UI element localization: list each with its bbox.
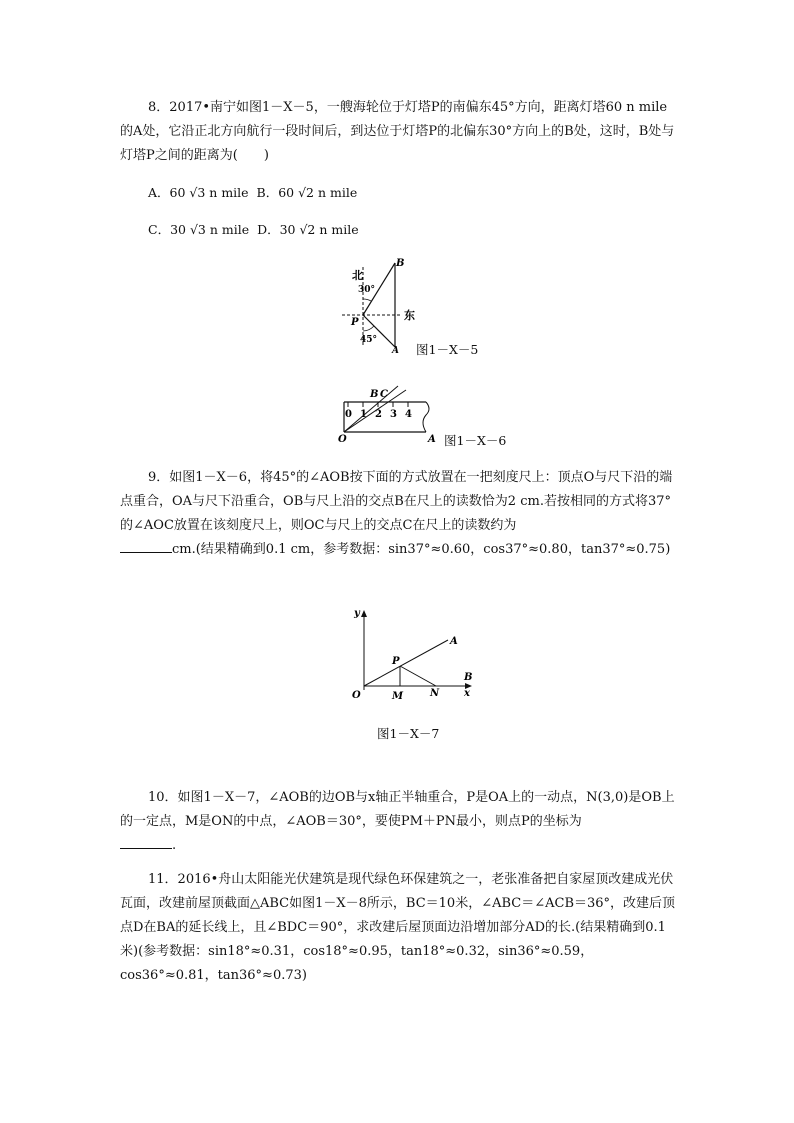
option-b: B．60 √2 n mile: [256, 185, 358, 200]
tick-label-3: 3: [390, 409, 397, 420]
question-11-text: 11．2016•舟山太阳能光伏建筑是现代绿色环保建筑之一，老张准备把自家屋顶改建成光伏瓦面，改建前屋顶截面△ABC如图1－X－8所示，BC＝10米，∠ABC＝∠ACB＝36°，改建后顶点D在BA的延长线上，且∠BDC＝90°，求改建后屋顶面边沿增加部分AD的长.(结果精确到0.1米)(参考数据：sin18°≈0.31，cos18°≈0.95，tan18°≈0.32，sin36°≈0.59，cos36°≈0.81，tan36°≈0.73): [120, 872, 676, 983]
label-point-a: A: [428, 434, 436, 444]
label-point-a: A: [450, 636, 458, 647]
option-d: D．30 √2 n mile: [257, 222, 359, 237]
ray-oa: [364, 640, 448, 686]
label-point-b: B: [370, 389, 379, 400]
ruler-break: [423, 402, 429, 432]
answer-blank-9[interactable]: [120, 538, 172, 553]
option-c: C．30 √3 n mile: [148, 222, 250, 237]
option-a: A．60 √3 n mile: [148, 185, 249, 200]
question-10-text: 10．如图1－X－7，∠AOB的边OB与x轴正半轴重合，P是OA上的一动点，N(3,0)是OB上的一定点，M是ON的中点，∠AOB＝30°，要使PM＋PN最小，则点P的坐标为: [120, 790, 675, 829]
tick-label-0: 0: [345, 409, 352, 420]
label-angle-30: 30°: [358, 285, 376, 295]
tick-label-1: 1: [360, 409, 367, 420]
label-angle-45: 45°: [360, 335, 378, 345]
question-9-tail: cm.(结果精确到0.1 cm，参考数据：sin37°≈0.60，cos37°≈0.80，tan37°≈0.75): [172, 542, 671, 557]
label-point-a: A: [392, 346, 399, 355]
y-axis-arrow: [361, 610, 367, 617]
label-point-p: P: [351, 317, 359, 328]
label-axis-x: x: [464, 688, 470, 699]
label-point-p: P: [392, 656, 400, 667]
question-8: [120, 96, 676, 168]
caption-1-x-6: 图1－X－6: [444, 433, 507, 448]
tick-label-2: 2: [375, 409, 382, 420]
tick-label-4: 4: [405, 409, 412, 420]
segment-pn: [400, 666, 436, 686]
question-9: [120, 466, 676, 562]
figure-1-x-6: [336, 382, 440, 444]
option-row-2: [148, 220, 359, 240]
figure-1-x-7: [340, 602, 480, 708]
answer-blank-10[interactable]: [120, 834, 172, 849]
question-10: [120, 786, 676, 858]
angle-arc-30: [363, 299, 371, 301]
label-axis-y: y: [354, 608, 360, 619]
label-point-o: O: [338, 434, 347, 444]
question-8-text: 8．2017•南宁如图1－X－5，一艘海轮位于灯塔P的南偏东45°方向，距离灯塔60 n mile的A处，它沿正北方向航行一段时间后，到达位于灯塔P的北偏东30°方向上的B处，这时，B处与灯塔P之间的距离为( ): [120, 100, 675, 163]
label-point-n: N: [430, 688, 440, 699]
label-point-c: C: [380, 389, 388, 400]
question-11: [120, 868, 676, 988]
option-row-1: [148, 183, 357, 203]
angle-arc-45: [363, 326, 374, 331]
caption-1-x-5: 图1－X－5: [416, 342, 479, 357]
label-east: 东: [404, 309, 415, 322]
question-10-tail: .: [172, 838, 177, 853]
label-point-o: O: [352, 690, 361, 701]
figure-1-x-5: [340, 255, 420, 355]
caption-1-x-7: 图1－X－7: [377, 726, 440, 741]
question-9-text: 9．如图1－X－6，将45°的∠AOB按下面的方式放置在一把刻度尺上：顶点O与尺下沿的端点重合，OA与尺下沿重合，OB与尺上沿的交点B在尺上的读数恰为2 cm.若按相同的方式将37°的∠AOC放置在该刻度尺上，则OC与尺上的交点C在尺上的读数约为: [120, 470, 673, 533]
label-point-b: B: [464, 672, 473, 683]
label-north: 北: [352, 269, 363, 282]
label-point-b: B: [396, 258, 405, 269]
label-point-m: M: [392, 691, 404, 702]
